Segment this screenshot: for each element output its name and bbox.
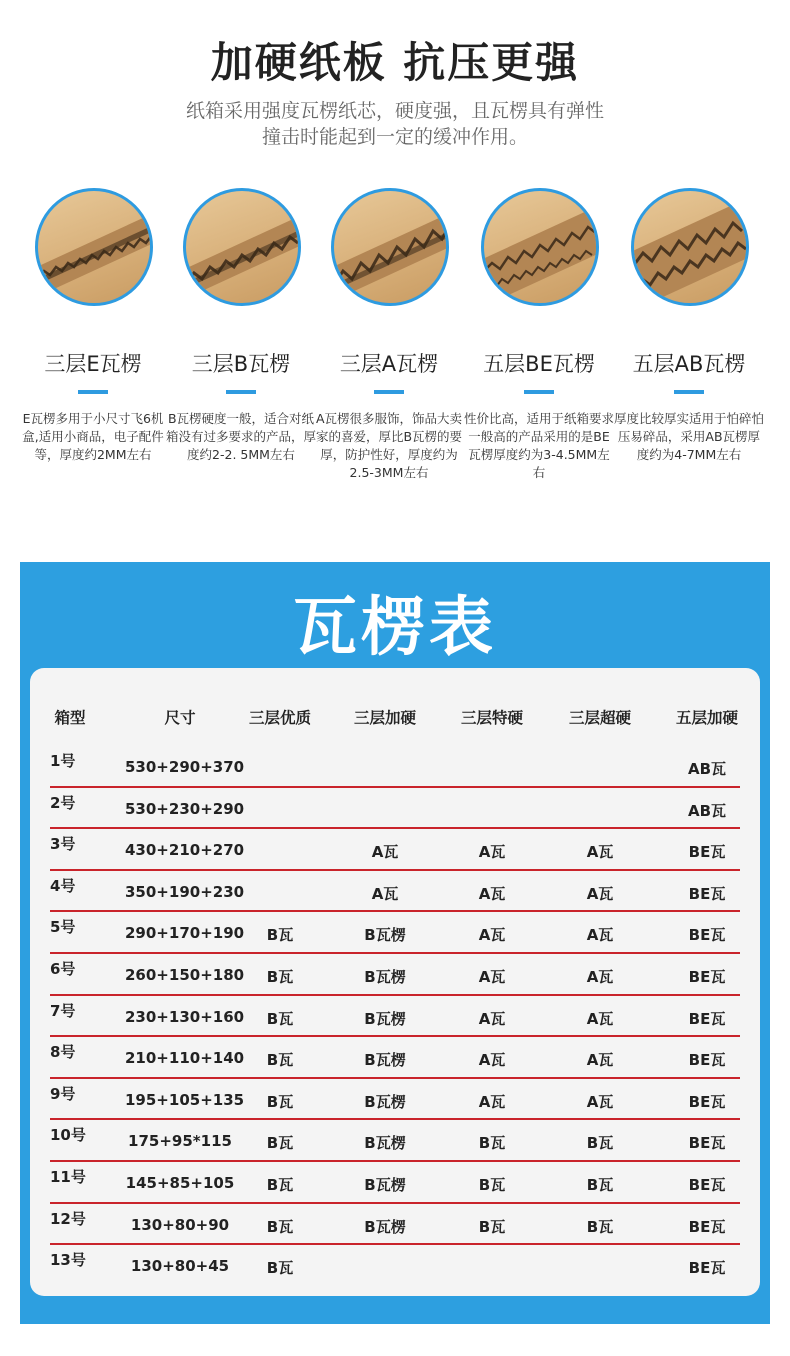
table-title: 瓦楞表 xyxy=(293,591,497,665)
table-cell: B瓦 xyxy=(266,1134,294,1153)
table-cell: B瓦 xyxy=(586,1134,614,1153)
table-cell: A瓦 xyxy=(478,884,506,903)
table-cell: B瓦楞 xyxy=(364,1092,406,1111)
table-card xyxy=(30,668,760,1296)
box-model-cell: 5号 xyxy=(50,918,76,937)
table-cell: B瓦 xyxy=(586,1217,614,1236)
box-model-cell: 11号 xyxy=(50,1168,86,1186)
table-cell: 430+210+270 xyxy=(125,841,245,860)
table-cell: B瓦 xyxy=(266,968,294,986)
table-cell: BE瓦 xyxy=(688,968,726,986)
table-cell: AB瓦 xyxy=(687,801,727,820)
table-cell: A瓦 xyxy=(586,884,614,903)
box-model-cell: 7号 xyxy=(50,1001,76,1020)
table-cell: 350+190+230 xyxy=(125,882,245,901)
table-cell: B瓦 xyxy=(266,926,294,945)
table-cell: 130+80+90 xyxy=(130,1215,230,1234)
column-header: 尺寸 xyxy=(164,709,196,727)
table-cell: BE瓦 xyxy=(688,1051,726,1070)
table-row xyxy=(30,746,760,788)
corrugated-cross-section-image xyxy=(331,188,449,306)
table-cell: B瓦楞 xyxy=(364,1051,406,1070)
table-cell: AB瓦 xyxy=(687,760,727,778)
intro-line-2: 撞击时能起到一定的缓冲作用。 xyxy=(261,126,528,148)
table-cell: A瓦 xyxy=(478,1009,506,1028)
type-description: 性价比高，适用于纸箱要求一般高的产品采用的是BE瓦楞厚度约为3-4.5MM左右 xyxy=(464,411,615,480)
type-description: 厚度比较厚实适用于怕碎怕压易碎品，采用AB瓦楞厚度约为4-7MM左右 xyxy=(614,411,765,462)
corrugated-cross-section-image xyxy=(481,188,599,306)
table-cell: BE瓦 xyxy=(688,1217,726,1236)
table-cell: B瓦 xyxy=(266,1092,294,1111)
corrugated-cross-section-image xyxy=(631,188,749,306)
box-model-cell: 3号 xyxy=(50,835,76,854)
type-underline xyxy=(524,390,554,394)
table-cell: A瓦 xyxy=(371,843,399,862)
table-cell: BE瓦 xyxy=(688,1134,726,1153)
table-cell: BE瓦 xyxy=(688,926,726,945)
box-model-cell: 10号 xyxy=(50,1126,86,1145)
table-cell: A瓦 xyxy=(478,1092,506,1111)
table-cell: A瓦 xyxy=(478,1051,506,1070)
column-header: 箱型 xyxy=(54,709,86,727)
type-underline xyxy=(78,390,108,394)
column-header: 三层特硬 xyxy=(460,709,523,727)
type-name: 五层BE瓦楞 xyxy=(483,352,595,376)
table-cell: B瓦 xyxy=(266,1259,294,1278)
page-title: 加硬纸板 抗压更强 xyxy=(210,38,580,87)
table-row xyxy=(30,1120,760,1162)
table-cell: A瓦 xyxy=(478,843,506,862)
box-model-cell: 12号 xyxy=(50,1209,86,1228)
table-cell: A瓦 xyxy=(586,1051,614,1070)
intro-text xyxy=(0,98,790,150)
table-cell: 210+110+140 xyxy=(125,1049,245,1068)
table-cell: A瓦 xyxy=(371,884,399,903)
table-cell: 130+80+45 xyxy=(130,1257,230,1276)
table-row xyxy=(30,1037,760,1079)
table-cell: A瓦 xyxy=(586,926,614,945)
box-model-cell: 13号 xyxy=(50,1251,86,1270)
corrugated-cross-section-image xyxy=(35,188,153,306)
table-cell: B瓦楞 xyxy=(364,968,406,986)
column-header: 三层超硬 xyxy=(568,709,631,727)
box-model-cell: 8号 xyxy=(50,1043,76,1062)
table-cell: B瓦楞 xyxy=(364,1217,406,1236)
box-model-cell: 4号 xyxy=(50,876,76,895)
table-cell: B瓦 xyxy=(266,1176,294,1194)
table-cell: 175+95*115 xyxy=(128,1132,232,1151)
table-cell: A瓦 xyxy=(586,968,614,986)
table-cell: B瓦楞 xyxy=(364,926,406,945)
table-cell: A瓦 xyxy=(478,926,506,945)
table-cell: 290+170+190 xyxy=(125,924,245,943)
table-cell: 260+150+180 xyxy=(125,966,245,984)
table-row xyxy=(30,788,760,830)
table-cell: 195+105+135 xyxy=(125,1090,245,1109)
table-cell: B瓦 xyxy=(478,1134,506,1153)
corrugation-table-panel xyxy=(20,562,770,1324)
type-name: 三层E瓦楞 xyxy=(44,352,142,376)
table-cell: B瓦 xyxy=(478,1176,506,1194)
corrugation-types xyxy=(18,188,772,508)
box-model-cell: 2号 xyxy=(50,793,76,812)
table-cell: 530+290+370 xyxy=(125,758,245,776)
table-cell: BE瓦 xyxy=(688,1092,726,1111)
table-row xyxy=(30,996,760,1038)
table-cell: BE瓦 xyxy=(688,884,726,903)
type-name: 五层AB瓦楞 xyxy=(632,352,746,376)
table-row xyxy=(30,954,760,996)
table-cell: 230+130+160 xyxy=(125,1007,245,1026)
table-row xyxy=(30,1079,760,1121)
table-cell: B瓦 xyxy=(266,1009,294,1028)
column-header: 五层加硬 xyxy=(675,709,738,727)
table-row xyxy=(30,1162,760,1204)
table-cell: 145+85+105 xyxy=(125,1174,235,1192)
table-cell: 530+230+290 xyxy=(125,799,245,818)
table-cell: B瓦 xyxy=(266,1051,294,1070)
table-cell: B瓦楞 xyxy=(364,1176,406,1194)
table-cell: BE瓦 xyxy=(688,1259,726,1278)
table-row xyxy=(30,871,760,913)
type-name: 三层A瓦楞 xyxy=(339,352,439,376)
type-description: E瓦楞多用于小尺寸飞6机盒,适用小商品，电子配件等，厚度约2MM左右 xyxy=(22,411,164,462)
table-row xyxy=(30,829,760,871)
type-description: B瓦楞硬度一般，适合对纸箱没有过多要求的产品，厚度约2-2. 5MM左右 xyxy=(166,411,317,462)
table-cell: B瓦 xyxy=(586,1176,614,1194)
table-cell: A瓦 xyxy=(586,1009,614,1028)
table-cell: B瓦 xyxy=(478,1217,506,1236)
box-model-cell: 6号 xyxy=(50,960,76,978)
table-cell: A瓦 xyxy=(586,843,614,862)
type-underline xyxy=(226,390,256,394)
table-cell: A瓦 xyxy=(478,968,506,986)
table-cell: A瓦 xyxy=(586,1092,614,1111)
intro-line-1: 纸箱采用强度瓦楞纸芯，硬度强，且瓦楞具有弹性 xyxy=(185,100,604,122)
column-header: 三层优质 xyxy=(248,709,311,727)
table-cell: B瓦 xyxy=(266,1217,294,1236)
table-cell: B瓦楞 xyxy=(364,1009,406,1028)
table-row xyxy=(30,1245,760,1287)
table-cell: BE瓦 xyxy=(688,1009,726,1028)
corrugated-cross-section-image xyxy=(183,188,301,306)
type-description: A瓦楞很多服饰，饰品大卖家的喜爱，厚比B瓦楞的要厚，防护性好，厚度约为2.5-3MM左右 xyxy=(315,411,463,480)
type-underline xyxy=(374,390,404,394)
table-cell: B瓦楞 xyxy=(364,1134,406,1153)
box-model-cell: 1号 xyxy=(50,752,76,770)
column-header: 三层加硬 xyxy=(353,709,416,727)
table-cell: BE瓦 xyxy=(688,843,726,862)
type-underline xyxy=(674,390,704,394)
table-row xyxy=(30,1204,760,1246)
table-cell: BE瓦 xyxy=(688,1176,726,1194)
table-row xyxy=(30,912,760,954)
type-name: 三层B瓦楞 xyxy=(191,352,291,376)
table-header xyxy=(30,706,760,730)
box-model-cell: 9号 xyxy=(50,1084,76,1103)
